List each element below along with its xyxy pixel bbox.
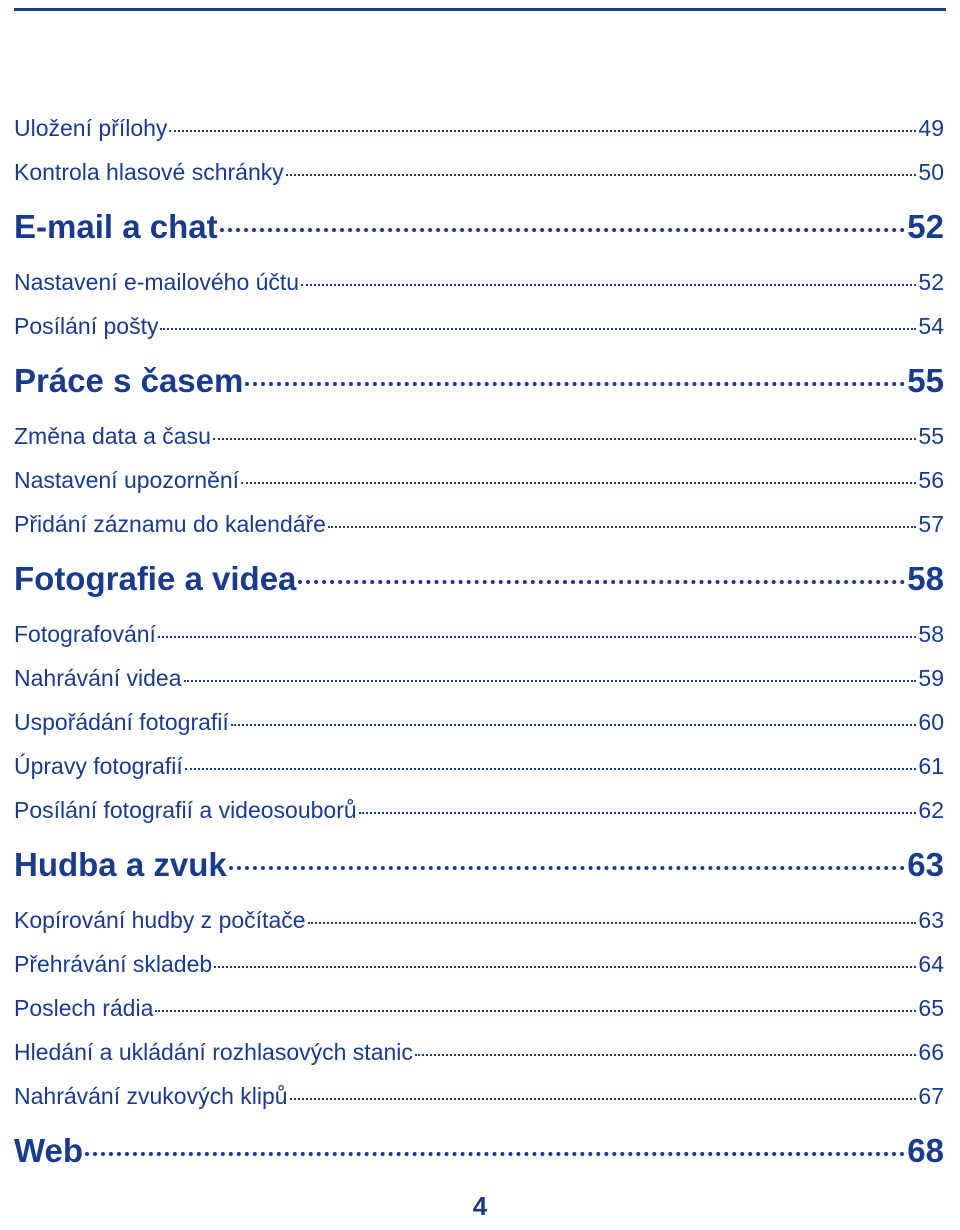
toc-entry-title: Kopírování hudby z počítače (14, 907, 306, 933)
toc-entry-row[interactable] (14, 150, 944, 194)
page-number: 4 (472, 1191, 488, 1221)
toc-entry-title: Nahrávání videa (14, 665, 182, 691)
toc-dot-leader (169, 130, 916, 132)
toc-page-number: 50 (918, 159, 944, 185)
toc-entry-title: Uložení přílohy (14, 115, 168, 141)
toc-dot-leader (231, 724, 917, 726)
toc-dot-leader (160, 328, 916, 330)
toc-page-number: 49 (918, 115, 944, 141)
table-of-contents (14, 106, 944, 1184)
toc-entry-row[interactable] (14, 942, 944, 986)
toc-page-number: 52 (918, 269, 944, 295)
toc-dot-leader (298, 580, 905, 584)
toc-entry-title: Uspořádání fotografií (14, 709, 229, 735)
toc-dot-leader (85, 1152, 905, 1156)
top-rule (14, 8, 946, 11)
toc-entry-title: Nastavení e-mailového účtu (14, 269, 300, 295)
toc-entry-title: Přehrávání skladeb (14, 951, 213, 977)
toc-entry-row[interactable] (14, 656, 944, 700)
toc-entry-row[interactable] (14, 458, 944, 502)
toc-entry-title: E-mail a chat (14, 208, 218, 245)
toc-page-number: 61 (918, 753, 944, 779)
toc-dot-leader (308, 922, 917, 924)
toc-entry-row[interactable] (14, 788, 944, 832)
toc-dot-leader (359, 812, 917, 814)
toc-page-number: 60 (918, 709, 944, 735)
toc-entry-title: Posílání pošty (14, 313, 159, 339)
toc-entry-title: Změna data a času (14, 423, 211, 449)
toc-entry-row[interactable] (14, 414, 944, 458)
toc-dot-leader (415, 1054, 917, 1056)
toc-entry-title: Fotografie a videa (14, 560, 297, 597)
toc-dot-leader (155, 1010, 916, 1012)
toc-dot-leader (301, 284, 916, 286)
toc-entry-row[interactable] (14, 898, 944, 942)
toc-chapter-row[interactable] (14, 546, 944, 612)
toc-entry-row[interactable] (14, 744, 944, 788)
toc-dot-leader (286, 174, 917, 176)
toc-entry-row[interactable] (14, 502, 944, 546)
toc-entry-row[interactable] (14, 304, 944, 348)
toc-page-number: 58 (907, 560, 944, 597)
toc-entry-title: Nastavení upozornění (14, 467, 240, 493)
toc-dot-leader (245, 382, 905, 386)
toc-chapter-row[interactable] (14, 194, 944, 260)
toc-page-number: 58 (918, 621, 944, 647)
toc-entry-title: Přidání záznamu do kalendáře (14, 511, 326, 537)
toc-entry-title: Posílání fotografií a videosouborů (14, 797, 357, 823)
toc-page-number: 55 (907, 362, 944, 399)
toc-entry-title: Práce s časem (14, 362, 244, 399)
toc-dot-leader (290, 1098, 917, 1100)
toc-page-number: 54 (918, 313, 944, 339)
toc-page-number: 62 (918, 797, 944, 823)
toc-page-number: 63 (907, 846, 944, 883)
toc-entry-row[interactable] (14, 612, 944, 656)
toc-dot-leader (158, 636, 916, 638)
toc-page-number: 52 (907, 208, 944, 245)
toc-dot-leader (328, 526, 916, 528)
toc-dot-leader (241, 482, 916, 484)
toc-chapter-row[interactable] (14, 1118, 944, 1184)
toc-page-number: 65 (918, 995, 944, 1021)
toc-dot-leader (213, 438, 917, 440)
toc-entry-title: Fotografování (14, 621, 156, 647)
toc-dot-leader (220, 228, 906, 232)
toc-entry-title: Úpravy fotografií (14, 753, 183, 779)
toc-page-number: 63 (918, 907, 944, 933)
toc-entry-row[interactable] (14, 700, 944, 744)
toc-entry-row[interactable] (14, 1030, 944, 1074)
toc-page-number: 68 (907, 1132, 944, 1169)
toc-page-number: 56 (918, 467, 944, 493)
toc-entry-title: Nahrávání zvukových klipů (14, 1083, 288, 1109)
toc-page-number: 55 (918, 423, 944, 449)
toc-chapter-row[interactable] (14, 348, 944, 414)
toc-chapter-row[interactable] (14, 832, 944, 898)
toc-entry-row[interactable] (14, 106, 944, 150)
toc-dot-leader (229, 866, 906, 870)
toc-entry-title: Hudba a zvuk (14, 846, 227, 883)
toc-page-number: 59 (918, 665, 944, 691)
toc-page-number: 57 (918, 511, 944, 537)
toc-entry-row[interactable] (14, 1074, 944, 1118)
toc-dot-leader (185, 768, 917, 770)
toc-page-number: 64 (918, 951, 944, 977)
toc-dot-leader (184, 680, 917, 682)
toc-entry-row[interactable] (14, 260, 944, 304)
toc-page-number: 67 (918, 1083, 944, 1109)
toc-entry-row[interactable] (14, 986, 944, 1030)
toc-page-number: 66 (918, 1039, 944, 1065)
toc-entry-title: Poslech rádia (14, 995, 154, 1021)
toc-entry-title: Web (14, 1132, 84, 1169)
toc-entry-title: Hledání a ukládání rozhlasových stanic (14, 1039, 413, 1065)
toc-dot-leader (214, 966, 916, 968)
toc-entry-title: Kontrola hlasové schránky (14, 159, 284, 185)
